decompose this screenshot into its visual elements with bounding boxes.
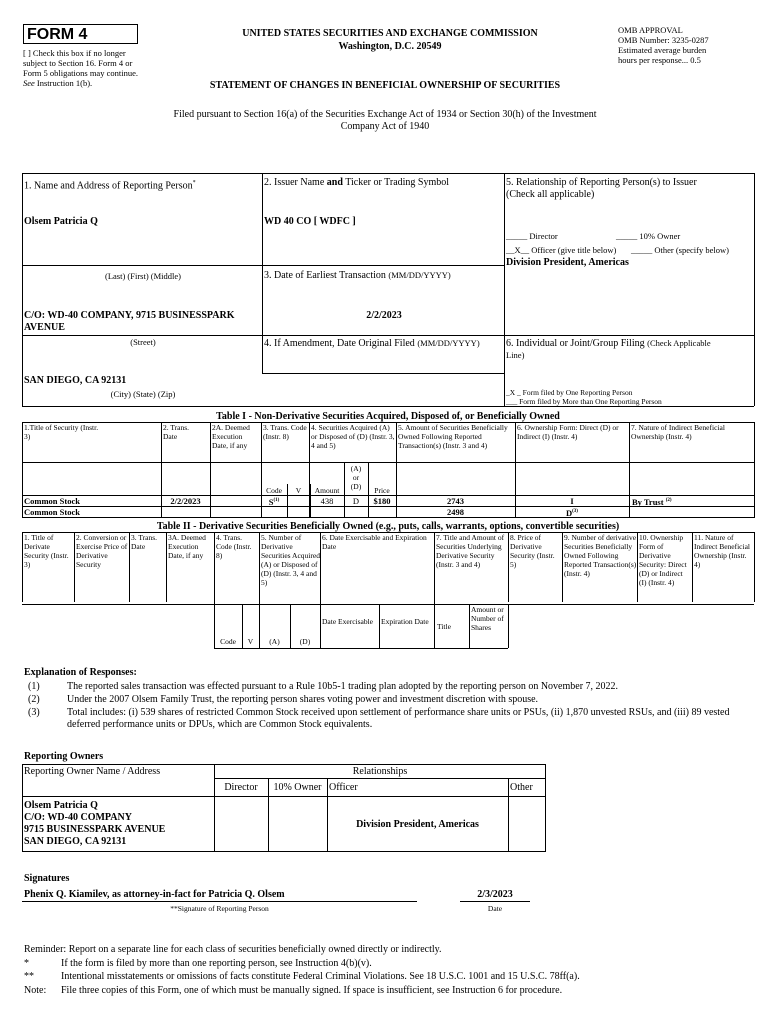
street-label: (Street) (130, 337, 156, 347)
t1-header-c5: 4. Securities Acquired (A) or Disposed of (D) (Instr. 3, 4 and 5) (311, 423, 395, 450)
owners-col-ten: 10% Owner (273, 782, 322, 793)
t2-sub-code: Code (220, 637, 236, 646)
form-title-box (23, 24, 138, 44)
t2-header-c4: 3A. Deemed Execution Date, if any (168, 533, 206, 560)
t2-header-c10: 9. Number of derivative Securities Beneficially Owned Following Reported Transaction(s) (Instr. 4) (564, 533, 637, 578)
t2-v4 (214, 532, 215, 648)
t1-header-c6: 5. Amount of Securities Beneficially Owned Following Reported Transaction(s) (Instr. 3 and 4) (398, 423, 508, 450)
reminder-mark-3: Note: (24, 985, 47, 996)
t1-header-c8: 7. Nature of Indirect Beneficial Ownership (Instr. 4) (631, 423, 725, 441)
t1-header-c3: 2A. Deemed Execution Date, if any (212, 423, 250, 450)
ow-h2 (22, 796, 546, 797)
t2-sub-exp: Expiration Date (381, 617, 429, 626)
agency-location: Washington, D.C. 20549 (338, 41, 442, 52)
date-line (460, 901, 530, 902)
t1-sub-code: Code (266, 486, 282, 495)
t2-v0 (22, 532, 23, 602)
box6-label: 6. Individual or Joint/Group Filing (Check Applicable Line) (506, 338, 711, 360)
statement-title: STATEMENT OF CHANGES IN BENEFICIAL OWNERSHIP OF SECURITIES (209, 80, 561, 91)
ow-v3 (327, 778, 328, 852)
t1-sub-v: V (295, 486, 302, 495)
signature-line (22, 901, 417, 902)
t1-header-c7: 6. Ownership Form: Direct (D) or Indirect (I) (Instr. 4) (517, 423, 619, 441)
t2-v5 (259, 532, 260, 648)
table2-title: Table II - Derivative Securities Beneficially Owned (e.g., puts, calls, warrants, options, convertible securities) (156, 521, 620, 532)
t2-sv5 (508, 604, 509, 648)
owners-heading: Reporting Owners (24, 751, 104, 762)
ow-h1 (214, 778, 546, 779)
t1-header-c1: 1.Title of Security (Instr. 3) (24, 423, 99, 441)
t1-r1-nature: By Trust $^{(2)}$ (632, 496, 672, 507)
form-title: FORM 4 (27, 26, 88, 43)
t1-r2-owned: 2498 (447, 507, 464, 517)
officer-title: Division President, Americas (506, 257, 629, 268)
t2-v9 (562, 532, 563, 602)
t1-header-c4: 3. Trans. Code (Instr. 8) (263, 423, 307, 441)
t2-v11 (692, 532, 693, 602)
t2-v10 (637, 532, 638, 602)
agency-name: UNITED STATES SECURITIES AND EXCHANGE COMMISSION (242, 28, 538, 39)
signatures-heading: Signatures (24, 873, 70, 884)
owners-col-relationships: Relationships (352, 766, 408, 777)
form-grid-left (22, 173, 23, 406)
explanation-num-1: (1) (28, 681, 40, 692)
t2-header-c8: 7. Title and Amount of Securities Underlying Derivative Security (Instr. 3 and 4) (436, 533, 505, 569)
name-parts-label: (Last) (First) (Middle) (104, 271, 181, 281)
box5-label: 5. Relationship of Reporting Person(s) to Issuer (Check all applicable) (506, 177, 697, 200)
t2-header-c3: 3. Trans. Date (131, 533, 158, 551)
director-checkbox[interactable]: _____ Director (506, 231, 558, 241)
t2-v1 (74, 532, 75, 602)
form-grid-div2 (504, 173, 505, 406)
form-grid-top (22, 173, 754, 174)
explanation-heading: Explanation of Responses: (24, 667, 137, 678)
explanation-text-2: Under the 2007 Olsem Family Trust, the reporting person shares voting power and investment discretion with spouse. (67, 694, 539, 705)
t1-r1-amount: 438 (320, 496, 334, 506)
t1-r1-title: Common Stock (24, 496, 80, 506)
t2-sub-d: (D) (299, 637, 311, 646)
signature-date: 2/3/2023 (477, 889, 513, 900)
t2-sv3 (379, 604, 380, 648)
t2-v12 (754, 532, 755, 602)
t2-header-c7: 6. Date Exercisable and Expiration Date (322, 533, 427, 551)
reminder-line: Reminder: Report on a separate line for each class of securities beneficially owned directly or indirectly. (24, 944, 442, 955)
owner-officer-title: Division President, Americas (356, 819, 479, 830)
form-grid-line-c (262, 373, 504, 374)
date-label: Date (487, 904, 503, 913)
t2-sub-amount: Amount or Number of Shares (471, 605, 504, 632)
city-label: (City) (State) (Zip) (110, 389, 176, 399)
officer-checkbox[interactable]: __X__ Officer (give title below) (506, 245, 617, 255)
t2-header-c2: 2. Conversion or Exercise Price of Derivative Security (76, 533, 128, 569)
owner-name-address: Olsem Patricia Q C/O: WD-40 COMPANY 9715 BUSINESSPARK AVENUE SAN DIEGO, CA 92131 (24, 800, 166, 847)
reporting-person-city: SAN DIEGO, CA 92131 (24, 375, 127, 386)
check-box-note: [ ] Check this box if no longer subject to Section 16. Form 4 or Form 5 obligations may continue. See Instruction 1(b). (23, 48, 138, 88)
reminder-text-2: Intentional misstatements or omissions of facts constitute Federal Criminal Violations. See 18 U.S.C. 1001 and 15 U.S.C. 78ff(a). (61, 971, 580, 982)
t1-r1-date: 2/2/2023 (170, 496, 201, 506)
t1-h4 (22, 517, 754, 518)
t2-header-c12: 11. Nature of Indirect Beneficial Ownership (Instr. 4) (694, 533, 751, 569)
omb-approval: OMB APPROVAL OMB Number: 3235-0287 Estimated average burden hours per response... 0.5 (618, 25, 709, 65)
t2-v6 (320, 532, 321, 648)
t1-sub-price: Price (374, 486, 390, 495)
reminder-text-3: File three copies of this Form, one of which must be manually signed. If space is insufficient, see Instruction 6 for procedure. (61, 985, 563, 996)
owners-col-director: Director (224, 782, 258, 793)
signature-label: **Signature of Reporting Person (170, 904, 269, 913)
t1-v8 (754, 422, 755, 518)
t1-header-c2: 2. Trans. Date (163, 423, 190, 441)
t2-sub-title: Title (437, 622, 451, 631)
box1-label: 1. Name and Address of Reporting Person* (24, 180, 196, 192)
reporting-person-street: C/O: WD-40 COMPANY, 9715 BUSINESSPARK AVENUE (24, 310, 235, 333)
t1-sub-amount: Amount (314, 486, 340, 495)
explanation-num-2: (2) (28, 694, 40, 705)
t2-sub-a: (A) (269, 637, 280, 646)
t2-header-c6: 5. Number of Derivative Securities Acquired (A) or Disposed of (D) (Instr. 3, 4 and 5) (261, 533, 320, 587)
box3-label: 3. Date of Earliest Transaction (MM/DD/YYYY) (264, 270, 451, 281)
filed-by-one-checkbox[interactable]: _X _ Form filed by One Reporting Person (506, 388, 633, 397)
t2-v3 (166, 532, 167, 602)
owners-col-name: Reporting Owner Name / Address (24, 766, 161, 777)
issuer-name: WD 40 CO [ WDFC ] (264, 216, 356, 227)
ten-percent-owner-checkbox[interactable]: _____ 10% Owner (616, 231, 681, 241)
form-grid-line-a (22, 265, 504, 266)
t1-r1-price: $180 (373, 496, 391, 506)
t1-r1-ad: D (352, 496, 360, 506)
explanation-text-1: The reported sales transaction was effected pursuant to a Rule 10b5-1 trading plan adopted by the reporting person on November 7, 2022. (67, 681, 619, 692)
table-row (22, 496, 754, 506)
table1-title: Table I - Non-Derivative Securities Acquired, Disposed of, or Beneficially Owned (216, 411, 560, 422)
ow-v4 (508, 778, 509, 852)
owners-col-other: Other (510, 782, 533, 793)
box4-label: 4. If Amendment, Date Original Filed (MM/DD/YYYY) (264, 338, 480, 349)
form-grid-line-b (22, 335, 754, 336)
t2-v8 (508, 532, 509, 602)
filed-pursuant: Filed pursuant to Section 16(a) of the Securities Exchange Act of 1934 or Section 30(h) of the Investment Company Act of 1940 (173, 109, 597, 132)
t2-h2 (214, 648, 508, 649)
t1-r1-owned: 2743 (447, 496, 464, 506)
explanation-text-3: Total includes: (i) 539 shares of restricted Common Stock received upon settlement of performance share units or PSUs, (ii) 1,870 unvested RSUs, and (iii) 89 vested deferred performance units or DPUs, which are Common Stock equivalents. (67, 707, 730, 730)
t1-sub-ad: (A) or (D) (350, 464, 362, 491)
t2-v7 (434, 532, 435, 648)
form-grid-div1 (262, 173, 263, 373)
filed-by-more-checkbox[interactable]: ___ Form filed by More than One Reporting Person (506, 397, 662, 406)
t1-r2-form: $D^{(3)}$ (566, 507, 578, 518)
owners-col-officer: Officer (329, 782, 358, 793)
t2-header-c1: 1. Title of Derivate Security (Instr. 3) (24, 533, 69, 569)
t1-r2-title: Common Stock (24, 507, 80, 517)
t1-r1-form: I (570, 496, 574, 506)
signer-name: Phenix Q. Kiamilev, as attorney-in-fact for Patricia Q. Olsem (24, 889, 285, 900)
t2-v2 (129, 532, 130, 602)
form-grid-right (754, 173, 755, 406)
reporting-person-name: Olsem Patricia Q (24, 216, 98, 227)
earliest-transaction-date: 2/2/2023 (366, 310, 402, 321)
other-checkbox[interactable]: _____ Other (specify below) (631, 245, 729, 255)
t2-header-c5: 4. Trans. Code (Instr. 8) (216, 533, 252, 560)
form-grid-bottom (22, 406, 754, 407)
reminder-mark-2: ** (24, 971, 34, 982)
t2-h1 (22, 604, 754, 605)
t2-sub-v: V (247, 637, 254, 646)
t2-header-c11: 10. Ownership Form of Derivative Security: Direct (D) or Indirect (I) (Instr. 4) (639, 533, 687, 587)
t2-sub-date-ex: Date Exercisable (322, 617, 374, 626)
table-row (22, 507, 754, 517)
reminder-mark-1: * (24, 958, 29, 969)
t1-r1-code: $S^{(1)}$ (268, 496, 280, 507)
box2-label: 2. Issuer Name and Ticker or Trading Symbol (264, 177, 450, 188)
t1-h1 (22, 462, 754, 463)
t2-sv4 (469, 604, 470, 648)
reminder-text-1: If the form is filed by more than one reporting person, see Instruction 4(b)(v). (61, 958, 372, 969)
explanation-num-3: (3) (28, 707, 40, 718)
t2-header-c9: 8. Price of Derivative Security (Instr. 5) (510, 533, 555, 569)
